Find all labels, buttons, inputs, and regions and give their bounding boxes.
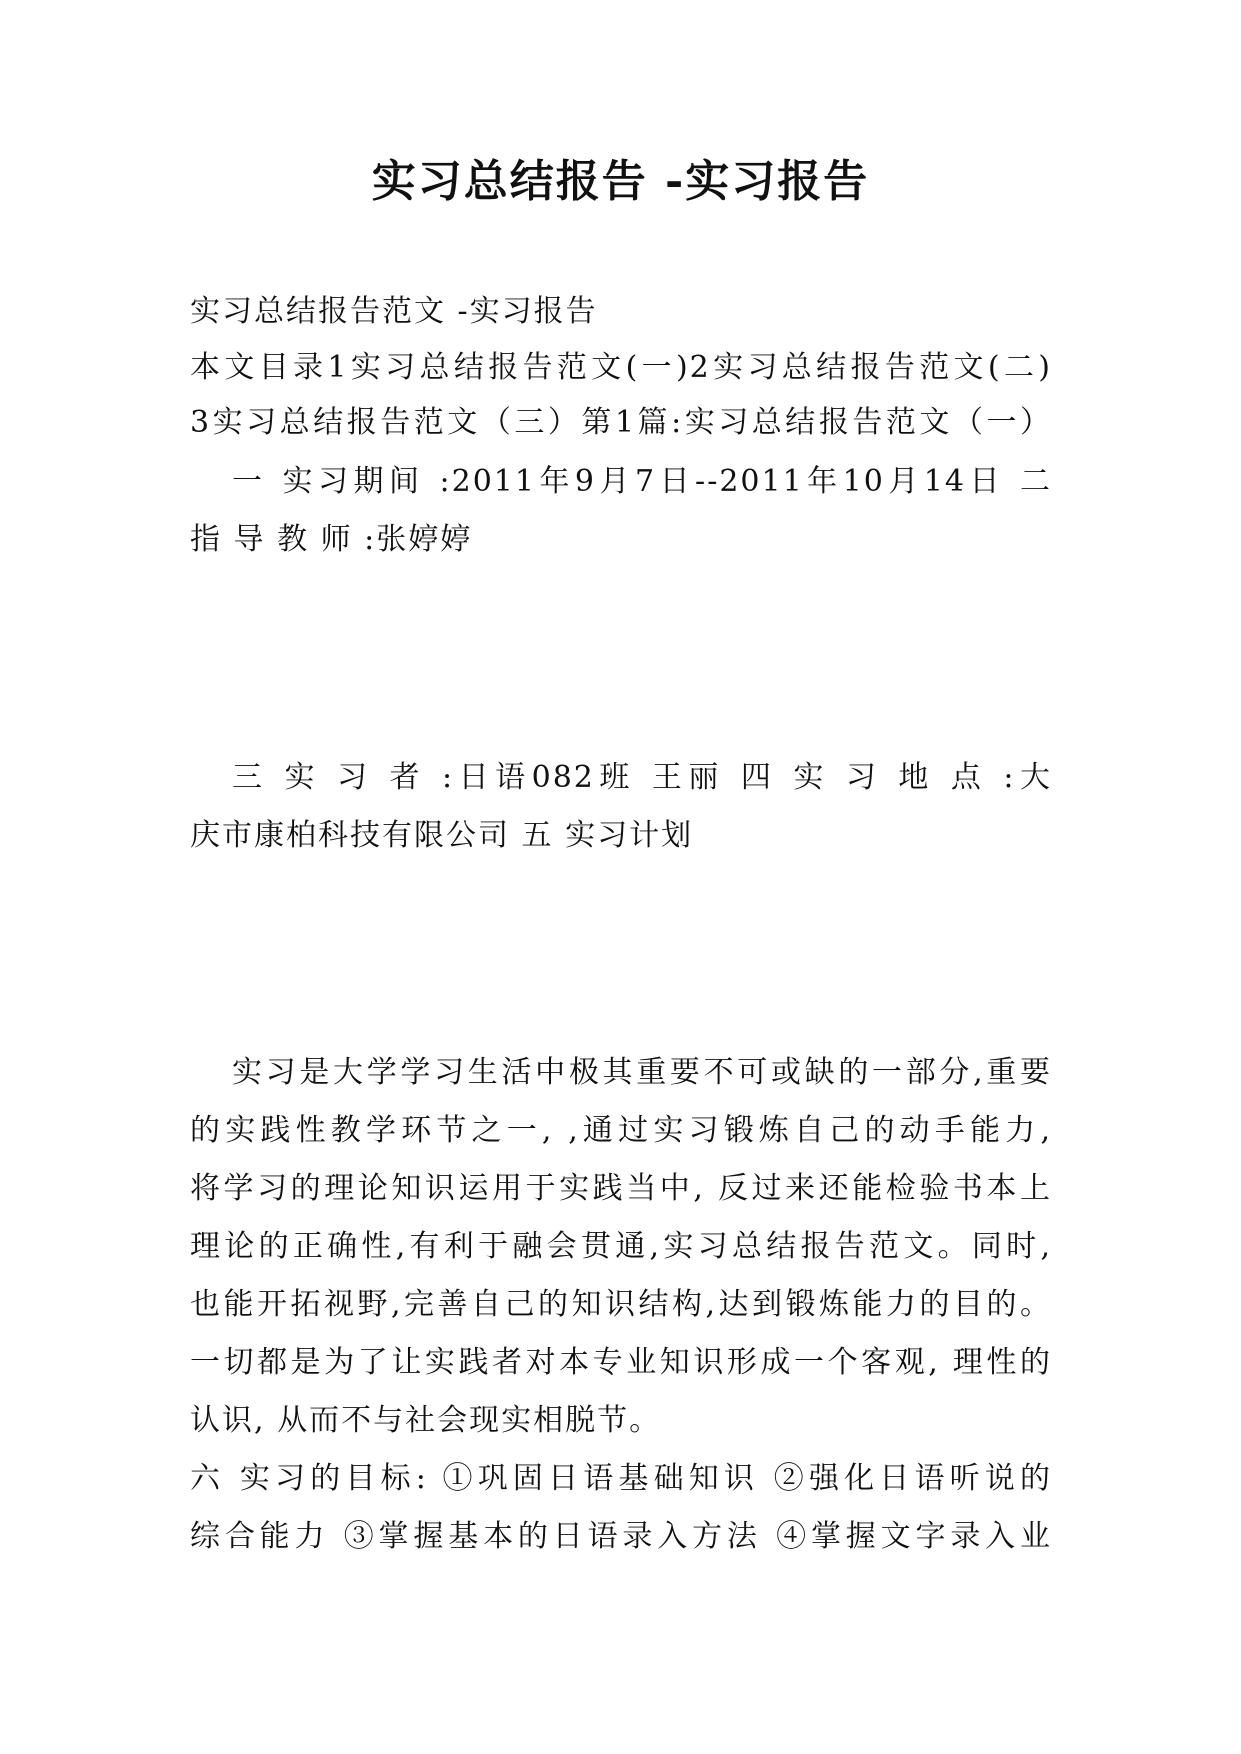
document-title: 实习总结报告 -实习报告 — [371, 156, 870, 207]
text-line-15: 六 实习的目标: ①巩固日语基础知识 ②强化日语听说的 — [190, 1461, 1052, 1496]
text-line-3: 3实习总结报告范文（三）第1篇:实习总结报告范文（一） — [190, 405, 1052, 440]
text-line-4: 一 实习期间 :2011年9月7日--2011年10月14日 二 — [232, 464, 1052, 499]
text-line-16: 综合能力 ③掌握基本的日语录入方法 ④掌握文字录入业 — [190, 1519, 1052, 1554]
text-line-8: 实习是大学学习生活中极其重要不可或缺的一部分,重要 — [232, 1055, 1052, 1090]
text-line-1: 实习总结报告范文 -实习报告 — [190, 294, 598, 329]
text-line-10: 将学习的理论知识运用于实践当中, 反过来还能检验书本上 — [190, 1171, 1052, 1206]
text-line-2: 本文目录1实习总结报告范文(一)2实习总结报告范文(二) — [190, 350, 1052, 385]
text-line-12: 也能开拓视野,完善自己的知识结构,达到锻炼能力的目的。 — [190, 1287, 1052, 1322]
text-line-5: 指 导 教 师 :张婷婷 — [190, 522, 473, 557]
text-line-9: 的实践性教学环节之一, ,通过实习锻炼自己的动手能力, — [190, 1113, 1052, 1148]
text-line-7: 庆市康柏科技有限公司 五 实习计划 — [190, 818, 694, 853]
text-line-6: 三 实 习 者 :日语082班 王丽 四 实 习 地 点 :大 — [232, 760, 1052, 795]
text-line-13: 一切都是为了让实践者对本专业知识形成一个客观, 理性的 — [190, 1345, 1052, 1380]
text-line-11: 理论的正确性,有利于融会贯通,实习总结报告范文。同时, — [190, 1229, 1052, 1264]
text-line-14: 认识, 从而不与社会现实相脱节。 — [190, 1403, 662, 1438]
